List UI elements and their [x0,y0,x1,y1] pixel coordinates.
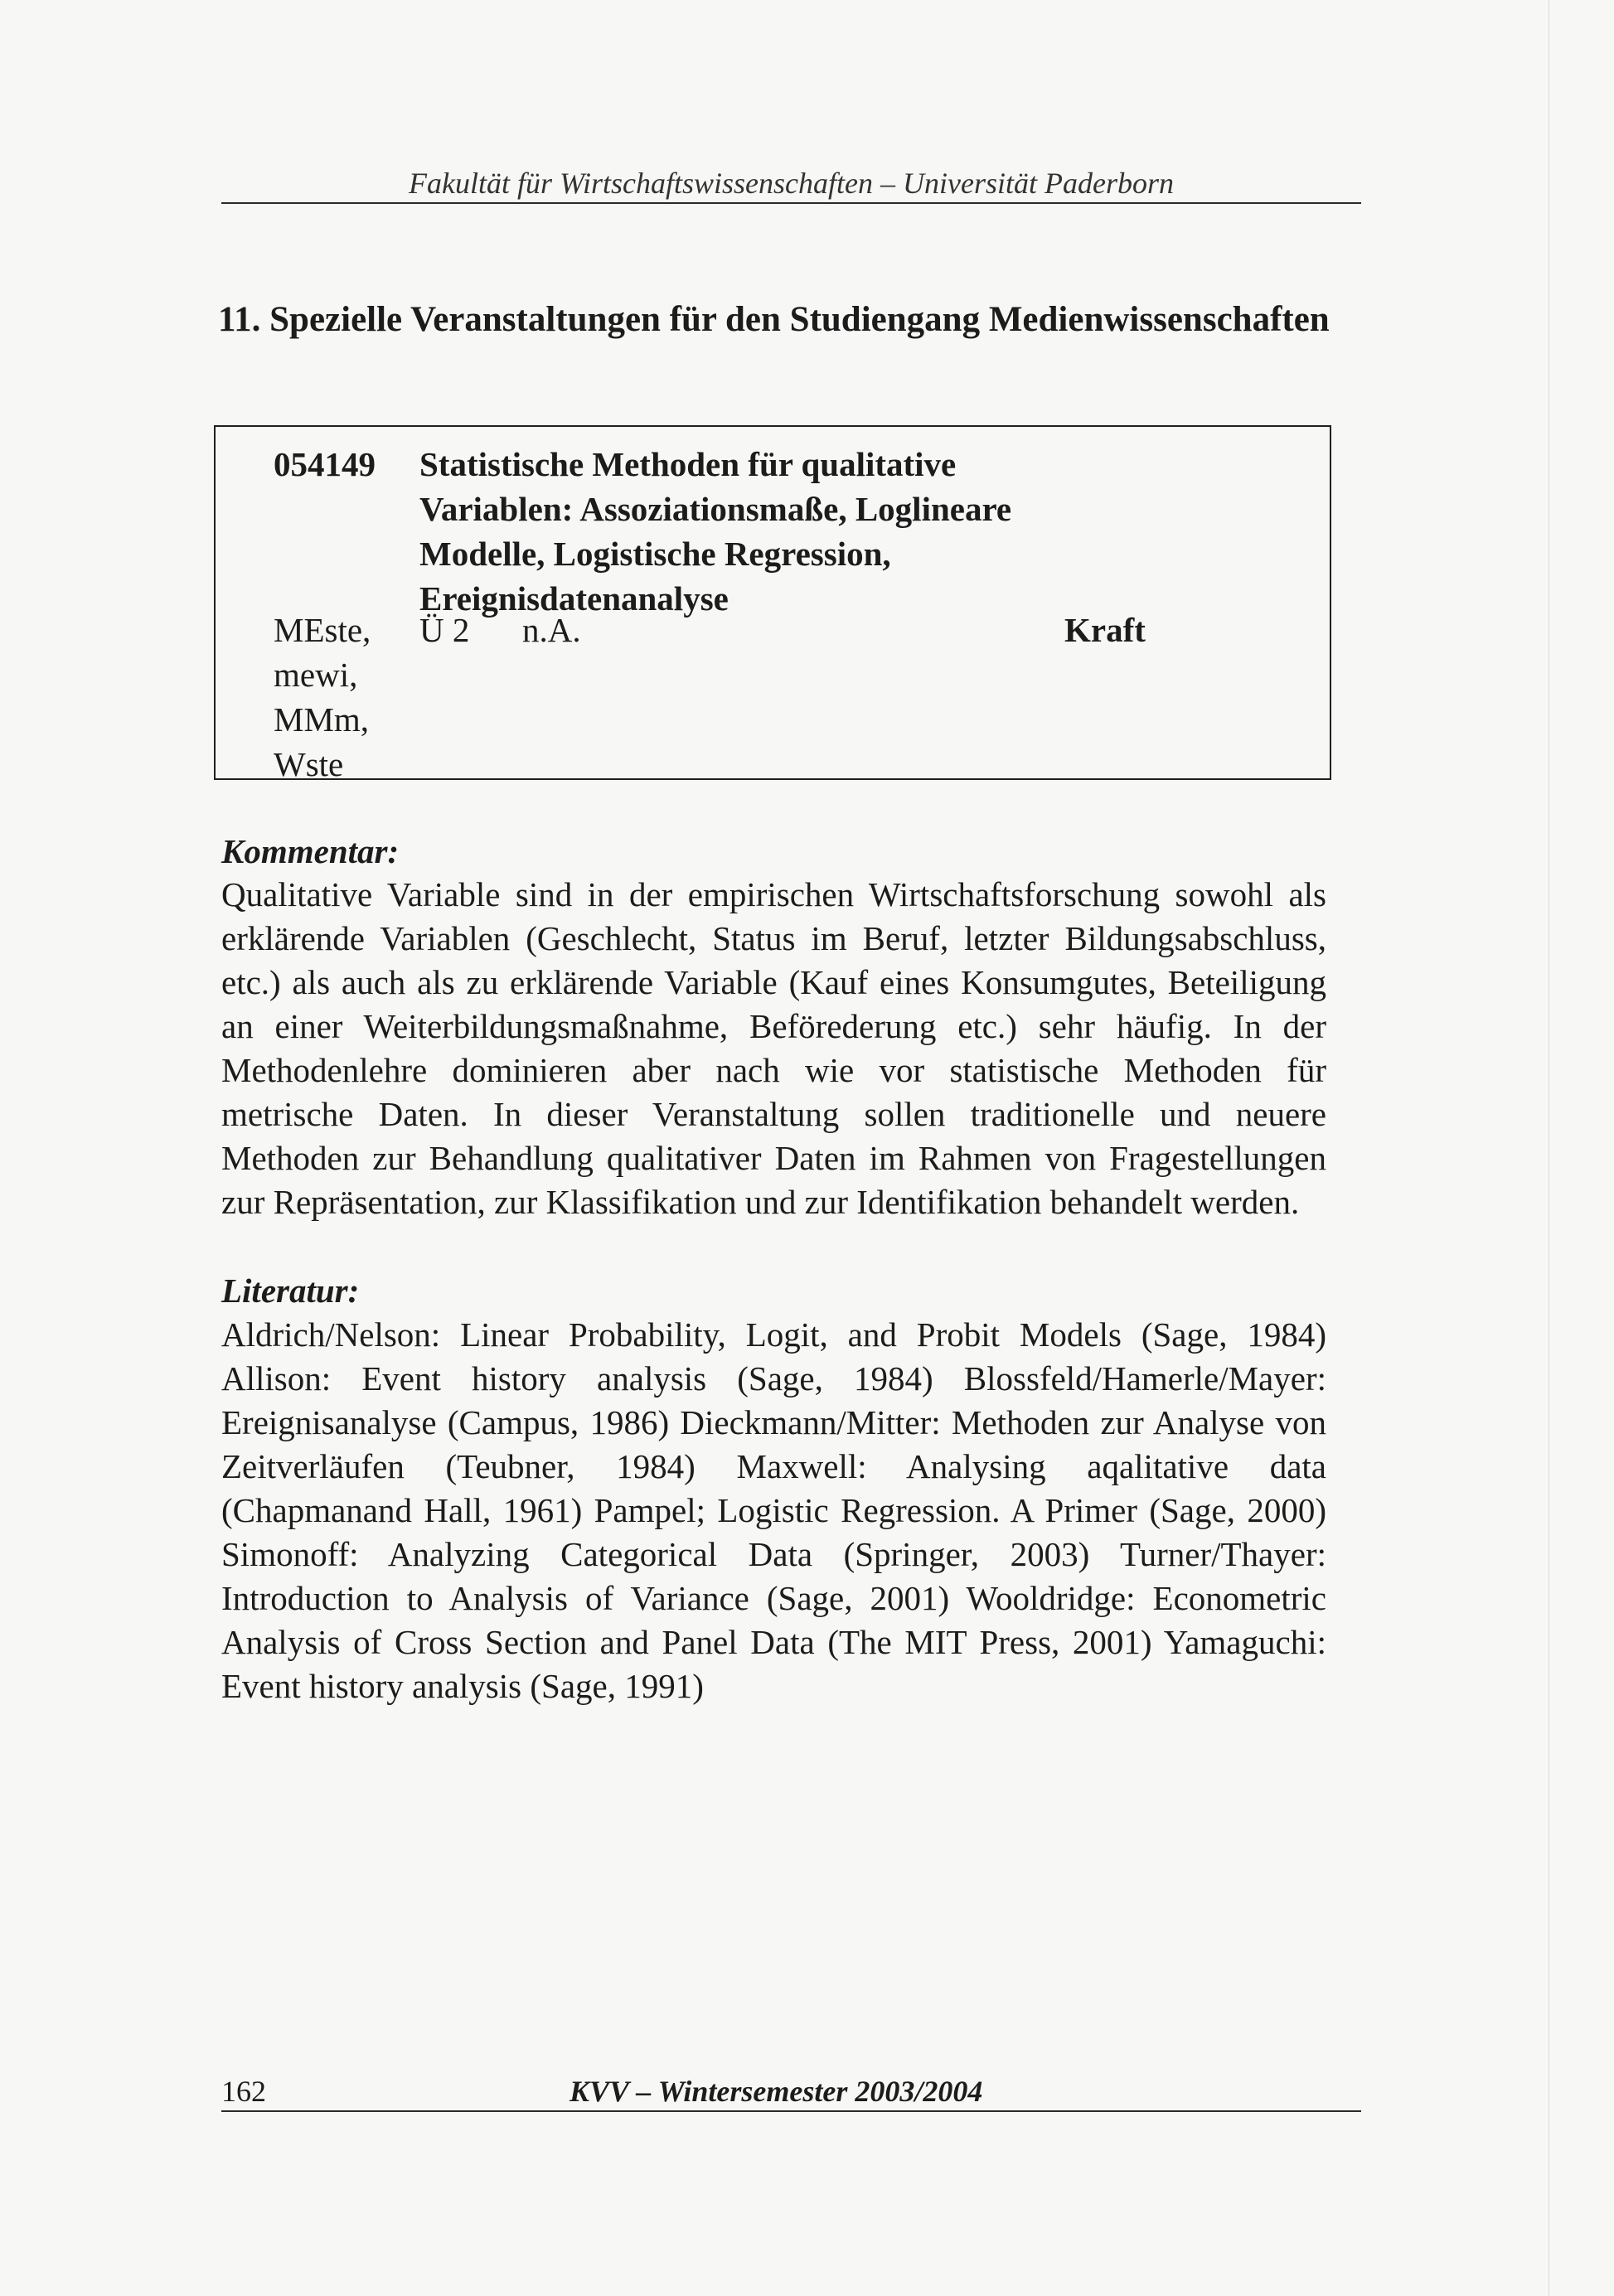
course-box [214,425,1331,783]
kommentar-line: Methodenlehre dominieren aber nach wie vor statistische Methoden für [221,1051,1326,1089]
footer-title: KVV – Wintersemester 2003/2004 [570,2075,983,2108]
course-type: Ü 2 [419,611,470,649]
kommentar-line: an einer Weiterbildungsmaßnahme, Beförederung etc.) sehr häufig. In der [221,1007,1326,1045]
literatur-line: Introduction to Analysis of Variance (Sage, 2001) Wooldridge: Econometric [221,1579,1326,1617]
literatur-line: Event history analysis (Sage, 1991) [221,1667,704,1705]
program-code: Wste [274,745,344,783]
literatur-line: Simonoff: Analyzing Categorical Data (Springer, 2003) Turner/Thayer: [221,1535,1326,1573]
course-title-line: Ereignisdatenanalyse [419,579,729,618]
program-code: MEste, [274,611,371,649]
kommentar-line: zur Repräsentation, zur Klassifikation und zur Identifikation behandelt werden. [221,1183,1300,1221]
literatur-line: Ereignisanalyse (Campus, 1986) Dieckmann/Mitter: Methoden zur Analyse von [221,1403,1326,1441]
course-programs [274,608,371,787]
kommentar-line: Qualitative Variable sind in der empirischen Wirtschaftsforschung sowohl als [221,875,1326,913]
kommentar-heading: Kommentar: [221,832,400,870]
course-title-line: Modelle, Logistische Regression, [419,535,891,573]
kommentar-line: etc.) als auch als zu erklärende Variable (Kauf eines Konsumgutes, Beteiligung [221,963,1326,1001]
page-number: 162 [221,2075,266,2108]
literatur-line: Analysis of Cross Section and Panel Data (The MIT Press, 2001) Yamaguchi: [221,1623,1326,1661]
literatur-line: Allison: Event history analysis (Sage, 1984) Blossfeld/Hamerle/Mayer: [221,1359,1326,1397]
program-code: MMm, [274,700,370,739]
course-title [419,442,1083,621]
course-number: 054149 [274,445,376,483]
kommentar-line: Methoden zur Behandlung qualitativer Daten im Rahmen von Fragestellungen [221,1139,1326,1177]
kommentar-text [221,873,1326,1224]
literatur-text [221,1313,1326,1708]
course-room: n.A. [522,611,581,649]
page-footer [221,2072,1361,2112]
course-title-line: Variablen: Assoziationsmaße, Loglineare [419,490,1012,528]
program-code: mewi, [274,656,358,694]
section-title: 11. Spezielle Veranstaltungen für den Studiengang Medienwissenschaften [218,300,1330,339]
kommentar-line: erklärende Variablen (Geschlecht, Status im Beruf, letzter Bildungsabschluss, [221,919,1326,957]
literatur-heading: Literatur: [221,1272,360,1310]
kommentar-line: metrische Daten. In dieser Veranstaltung sollen traditionelle und neuere [221,1095,1326,1133]
literatur-line: (Chapmanand Hall, 1961) Pampel; Logistic Regression. A Primer (Sage, 2000) [221,1491,1326,1529]
literatur-line: Zeitverläufen (Teubner, 1984) Maxwell: Analysing aqalitative data [221,1447,1326,1485]
running-header: Fakultät für Wirtschaftswissenschaften – Universität Paderborn [221,164,1361,204]
course-title-line: Statistische Methoden für qualitative [419,445,957,483]
course-lecturer: Kraft [1064,611,1146,649]
literatur-line: Aldrich/Nelson: Linear Probability, Logit, and Probit Models (Sage, 1984) [221,1315,1326,1354]
